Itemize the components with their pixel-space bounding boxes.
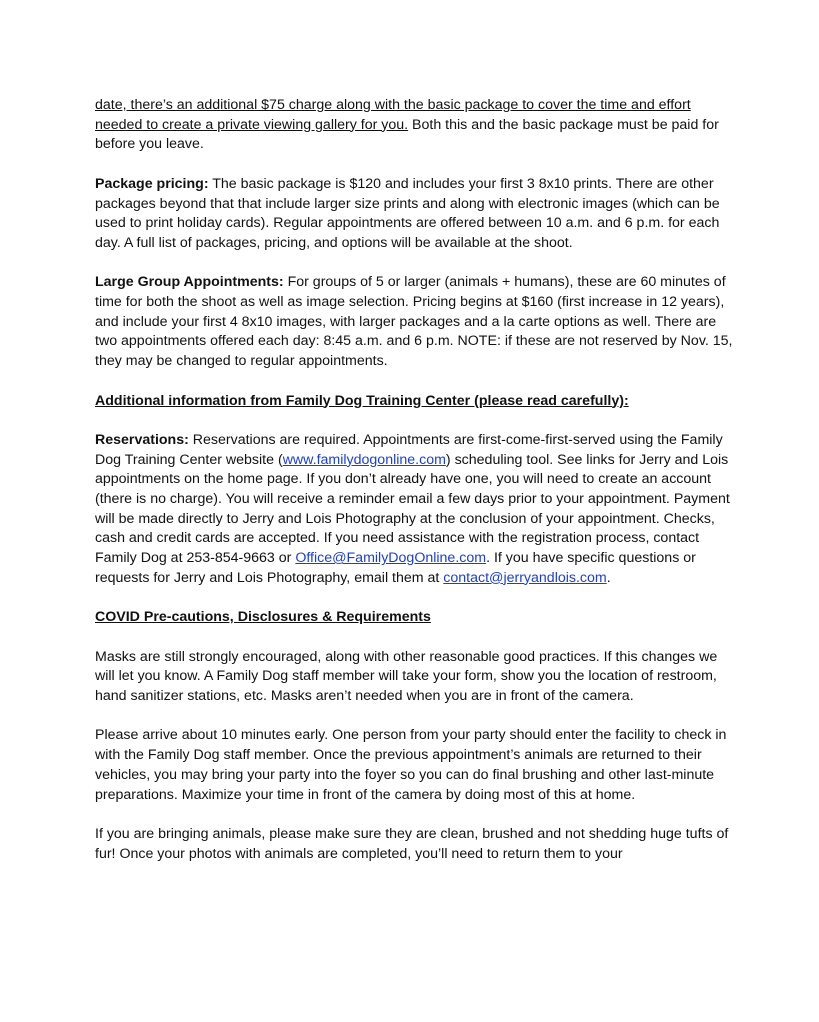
reservations-text-3: . If you have specific questions or requests for Jerry and Lois Photography, email them at bbox=[95, 550, 696, 586]
arrival-paragraph: Please arrive about 10 minutes early. One person from your party should enter the facility to check in with the Family Dog staff member. Once the previous appointment’s animals are returned to their vehicles, you may bring your party into the foyer so you can do final brushing and other last-minute preparations. Maximize your time in front of the camera by doing most of this at home. bbox=[95, 727, 727, 803]
familydog-website-link[interactable]: www.familydogonline.com bbox=[282, 451, 446, 468]
gallery-paragraph bbox=[95, 96, 735, 155]
package-pricing-text: The basic package is $120 and includes your first 3 8x10 prints. There are other packages beyond that that include larger size prints and along with electronic images (which can be used to print holiday cards). Regular appointments are offered between 10 a.m. and 6 p.m. for each day. A full list of packages, pricing, and options will be available at the shoot. bbox=[95, 175, 720, 251]
large-group-label: Large Group Appointments: bbox=[95, 274, 284, 291]
reservations-paragraph bbox=[95, 431, 735, 589]
reservations-text-2: ) scheduling tool. See links for Jerry and Lois appointments on the home page. If you don’t already have one, you will need to create an account (there is no charge). You will receive a reminder email a few days prior to your appointment. Payment will be made directly to Jerry and Lois Photography at the conclusion of your appointment. Checks, cash and credit cards are accepted. If you need assistance with the registration process, contact Family Dog at 253-854-9663 or bbox=[95, 451, 730, 567]
gallery-charge-underlined: date, there’s an additional $75 charge along with the basic package to cover the time and effort needed to create a private viewing gallery for you. bbox=[95, 97, 691, 133]
covid-heading: COVID Pre-cautions, Disclosures & Requirements bbox=[95, 609, 431, 626]
additional-info-heading: Additional information from Family Dog Training Center (please read carefully): bbox=[95, 392, 629, 409]
office-email-link[interactable]: Office@FamilyDogOnline.com bbox=[295, 550, 487, 567]
gallery-charge-rest: Both this and the basic package must be paid for before you leave. bbox=[95, 116, 719, 153]
package-pricing-label: Package pricing: bbox=[95, 175, 209, 192]
large-group-text: For groups of 5 or larger (animals + humans), these are 60 minutes of time for both the shoot as well as image selection. Pricing begins at $160 (first increase in 12 years), and include your first 4 8x10 images, with larger packages and a la carte options as well. There are two appointments offered each day: 8:45 a.m. and 6 p.m. NOTE: if these are not reserved by Nov. 15, they may be changed to regular appointments. bbox=[95, 274, 733, 370]
reservations-text-1: Reservations are required. Appointments are first-come-first-served using the Family Dog Training Center website ( bbox=[95, 431, 723, 468]
masks-paragraph: Masks are still strongly encouraged, along with other reasonable good practices. If this changes we will let you know. A Family Dog staff member will take your form, show you the location of restroom, hand sanitizer stations, etc. Masks aren’t needed when you are in front of the camera. bbox=[95, 648, 718, 704]
reservations-label: Reservations: bbox=[95, 431, 189, 448]
document-page bbox=[95, 96, 735, 884]
package-pricing-paragraph bbox=[95, 175, 735, 254]
large-group-paragraph bbox=[95, 273, 735, 372]
contact-email-link[interactable]: contact@jerryandlois.com bbox=[443, 569, 607, 586]
animals-paragraph: If you are bringing animals, please make sure they are clean, brushed and not shedding huge tufts of fur! Once your photos with animals are completed, you’ll need to return them to your bbox=[95, 825, 729, 862]
reservations-text-4: . bbox=[606, 569, 611, 586]
